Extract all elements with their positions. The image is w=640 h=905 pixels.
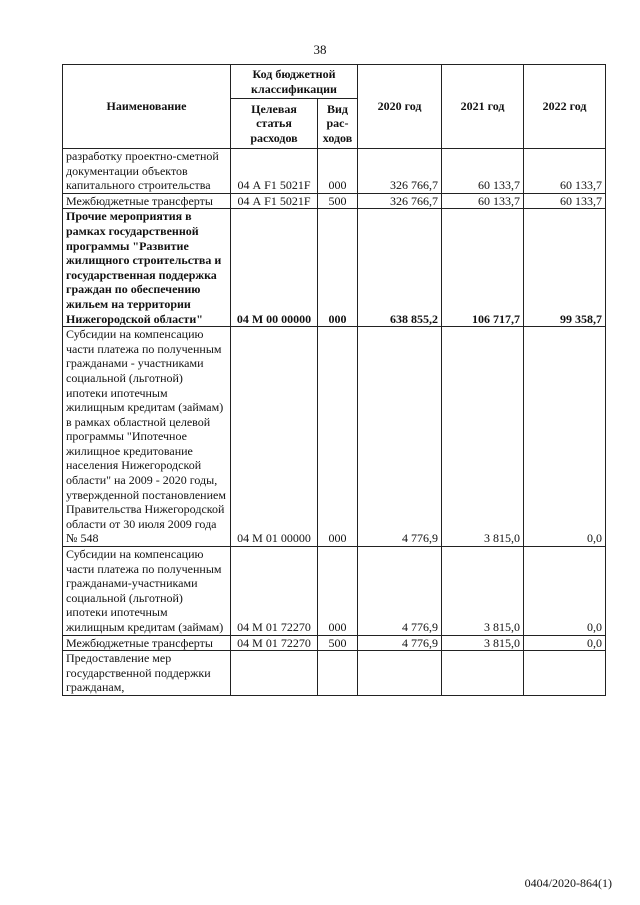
table-row bbox=[63, 547, 606, 636]
header-kind: Вид рас-ходов bbox=[318, 99, 358, 149]
header-2022: 2022 год bbox=[524, 65, 606, 149]
target-article-cell: 04 М 00 00000 bbox=[231, 209, 318, 327]
amount-2020-cell: 4 776,9 bbox=[358, 547, 442, 636]
row-name-cell: Субсидии на компенсацию части платежа по полученным гражданами - участниками социальной (льготной) ипотеки ипотечным жилищным кредитам (займам) в рамках областной целевой программы "Ипотечное жилищное кредитование населения Нижегородской области" на 2009 - 2020 годы, утвержденной постановлением Правительства Нижегородской области от 30 июля 2009 года № 548 bbox=[63, 327, 231, 547]
row-name-cell: Субсидии на компенсацию части платежа по полученным гражданами-участниками социальной (льготной) ипотеки ипотечным жилищным кредитам (займам) bbox=[63, 547, 231, 636]
amount-2021-cell: 3 815,0 bbox=[442, 635, 524, 651]
header-2020: 2020 год bbox=[358, 65, 442, 149]
expense-kind-cell bbox=[318, 651, 358, 696]
budget-table bbox=[62, 64, 606, 696]
table-row bbox=[63, 327, 606, 547]
table-row bbox=[63, 149, 606, 194]
amount-2022-cell: 0,0 bbox=[524, 547, 606, 636]
amount-2022-cell: 60 133,7 bbox=[524, 149, 606, 194]
target-article-cell: 04 А F1 5021F bbox=[231, 193, 318, 209]
expense-kind-cell: 000 bbox=[318, 547, 358, 636]
target-article-cell: 04 М 01 72270 bbox=[231, 547, 318, 636]
amount-2021-cell: 60 133,7 bbox=[442, 193, 524, 209]
amount-2020-cell: 326 766,7 bbox=[358, 193, 442, 209]
amount-2020-cell: 4 776,9 bbox=[358, 327, 442, 547]
amount-2022-cell: 99 358,7 bbox=[524, 209, 606, 327]
amount-2020-cell: 4 776,9 bbox=[358, 635, 442, 651]
amount-2022-cell: 60 133,7 bbox=[524, 193, 606, 209]
amount-2022-cell: 0,0 bbox=[524, 327, 606, 547]
table-body bbox=[63, 149, 606, 696]
target-article-cell bbox=[231, 651, 318, 696]
amount-2022-cell bbox=[524, 651, 606, 696]
header-2021: 2021 год bbox=[442, 65, 524, 149]
header-name: Наименование bbox=[63, 65, 231, 149]
expense-kind-cell: 000 bbox=[318, 327, 358, 547]
amount-2021-cell: 3 815,0 bbox=[442, 327, 524, 547]
target-article-cell: 04 М 01 72270 bbox=[231, 635, 318, 651]
row-name-cell: Прочие мероприятия в рамках государственной программы "Развитие жилищного строительства и государственная поддержка граждан по обеспечению жильем на территории Нижегородской области" bbox=[63, 209, 231, 327]
document-code: 0404/2020-864(1) bbox=[524, 876, 612, 890]
table-header bbox=[63, 65, 606, 149]
amount-2020-cell bbox=[358, 651, 442, 696]
row-name-cell: разработку проектно-сметной документации объектов капитального строительства bbox=[63, 149, 231, 194]
row-name-cell: Предоставление мер государственной поддержки гражданам, bbox=[63, 651, 231, 696]
amount-2021-cell bbox=[442, 651, 524, 696]
header-target-article: Целевая статья расходов bbox=[231, 99, 318, 149]
amount-2021-cell: 3 815,0 bbox=[442, 547, 524, 636]
page-number: 38 bbox=[313, 42, 327, 57]
amount-2021-cell: 60 133,7 bbox=[442, 149, 524, 194]
amount-2021-cell: 106 717,7 bbox=[442, 209, 524, 327]
expense-kind-cell: 000 bbox=[318, 149, 358, 194]
amount-2020-cell: 326 766,7 bbox=[358, 149, 442, 194]
target-article-cell: 04 М 01 00000 bbox=[231, 327, 318, 547]
row-name-cell: Межбюджетные трансферты bbox=[63, 193, 231, 209]
header-code-group: Код бюджетной классификации bbox=[231, 65, 358, 99]
target-article-cell: 04 А F1 5021F bbox=[231, 149, 318, 194]
table-row bbox=[63, 651, 606, 696]
amount-2020-cell: 638 855,2 bbox=[358, 209, 442, 327]
expense-kind-cell: 000 bbox=[318, 209, 358, 327]
row-name-cell: Межбюджетные трансферты bbox=[63, 635, 231, 651]
table-row bbox=[63, 193, 606, 209]
table-row bbox=[63, 209, 606, 327]
expense-kind-cell: 500 bbox=[318, 193, 358, 209]
expense-kind-cell: 500 bbox=[318, 635, 358, 651]
table-row bbox=[63, 635, 606, 651]
amount-2022-cell: 0,0 bbox=[524, 635, 606, 651]
